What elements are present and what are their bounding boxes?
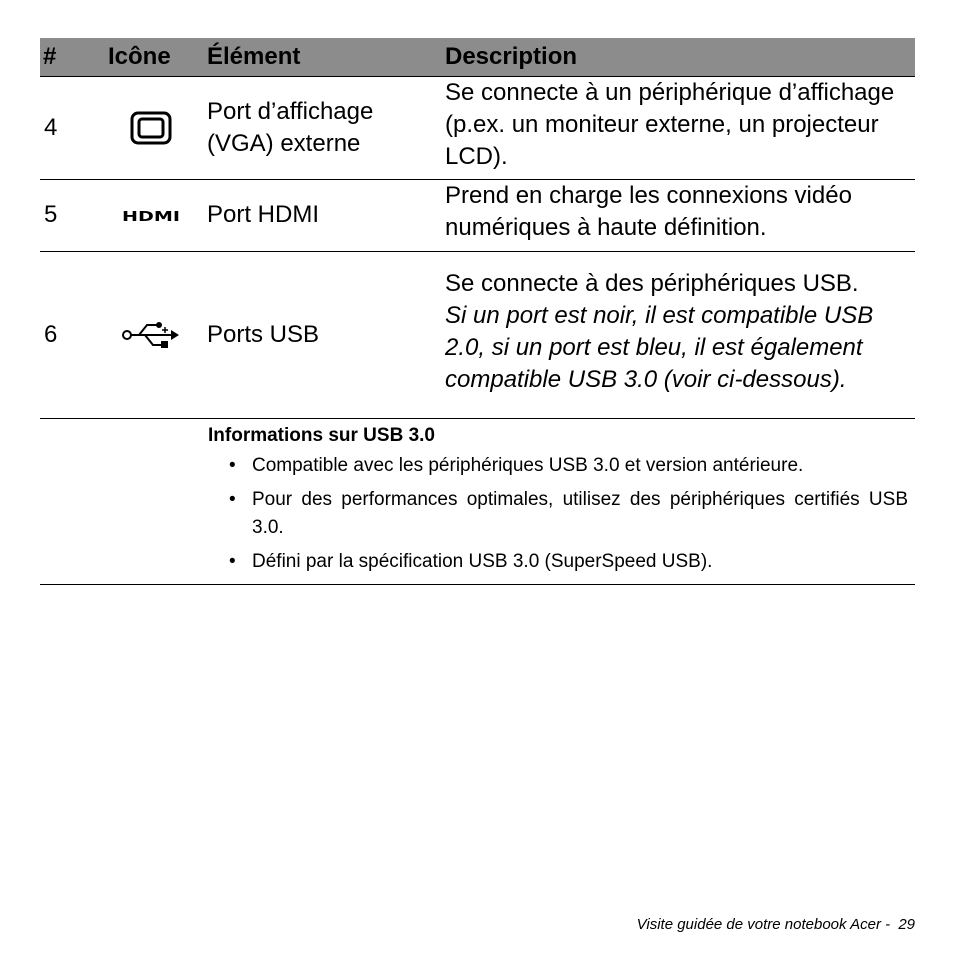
element-line-1: Port d’affichage	[207, 97, 374, 125]
row-description: Se connecte à un périphérique d’affichage (p.ex. un moniteur externe, un projecteur LCD).	[442, 76, 915, 179]
vga-port-icon	[130, 111, 172, 145]
info-spacer	[40, 418, 204, 584]
info-cell	[204, 418, 915, 584]
description-note: Si un port est noir, il est compatible USB 2.0, si un port est bleu, il est également compatible USB 3.0 (voir ci-dessous).	[445, 302, 874, 393]
page-footer	[637, 916, 915, 933]
row-element: Port HDMI	[204, 179, 442, 251]
row-number: 4	[40, 76, 98, 179]
row-icon-cell	[98, 76, 204, 179]
bullet-icon: •	[229, 454, 236, 476]
row-number: 6	[40, 251, 98, 418]
table-header-row	[40, 38, 915, 76]
row-icon-cell	[98, 251, 204, 418]
table-row-hdmi	[40, 179, 915, 251]
info-title: Informations sur USB 3.0	[208, 424, 435, 446]
list-item-text: Compatible avec les périphériques USB 3.0 et version antérieure.	[252, 454, 804, 476]
table-row-vga	[40, 76, 915, 179]
header-number: #	[40, 38, 98, 76]
usb3-info-block	[205, 420, 914, 583]
hdmi-logo-icon	[120, 209, 182, 223]
ports-table	[40, 38, 915, 585]
footer-text: Visite guidée de votre notebook Acer -	[636, 916, 891, 933]
usb3-info-row	[40, 418, 915, 584]
row-element: Ports USB	[204, 251, 442, 418]
list-item	[205, 548, 908, 576]
row-description	[442, 251, 915, 418]
header-element: Élément	[204, 38, 442, 76]
bullet-icon: •	[229, 550, 236, 572]
list-item-text: Défini par la spécification USB 3.0 (SuperSpeed USB).	[252, 550, 713, 572]
page-number: 29	[898, 916, 915, 933]
list-item	[205, 452, 908, 480]
list-item-text: Pour des performances optimales, utilisez des périphériques certifiés USB 3.0.	[252, 488, 908, 538]
ports-table-container	[40, 38, 915, 585]
usb-icon	[121, 321, 181, 349]
bullet-icon: •	[229, 488, 236, 510]
table-row-usb	[40, 251, 915, 418]
row-description: Prend en charge les connexions vidéo numériques à haute définition.	[442, 179, 915, 251]
list-item	[205, 486, 908, 542]
description-main: Se connecte à des périphériques USB.	[445, 270, 859, 297]
header-icon: Icône	[98, 38, 204, 76]
hdmi-logo-text: HDMI	[122, 209, 180, 223]
row-number: 5	[40, 179, 98, 251]
info-bullet-list	[205, 452, 908, 576]
element-line-2: (VGA) externe	[207, 129, 361, 157]
header-description: Description	[442, 38, 915, 76]
row-icon-cell	[98, 179, 204, 251]
row-element	[204, 76, 442, 179]
